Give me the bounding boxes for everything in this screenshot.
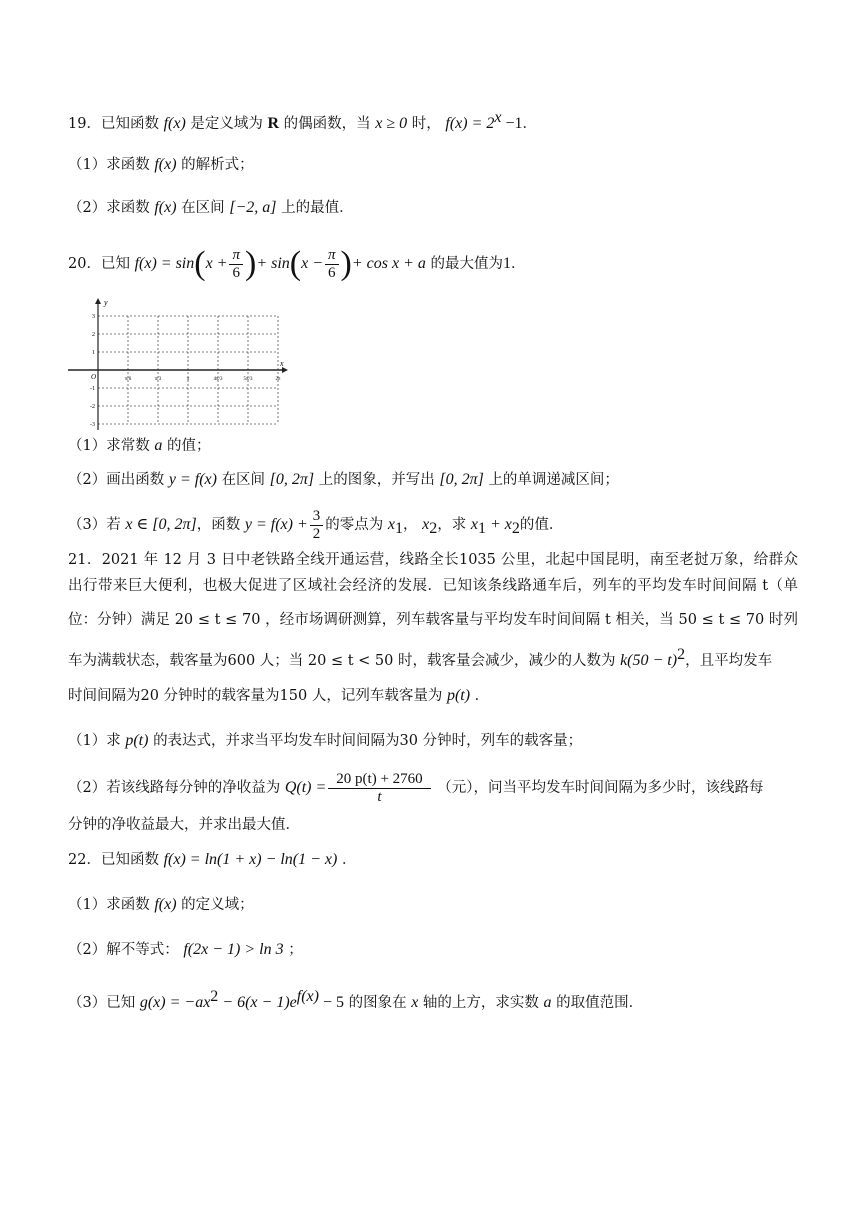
q20-p3-x2: x — [422, 516, 430, 533]
q21-line4-exp: 2 — [677, 646, 686, 663]
q20-p3-comma: ， — [403, 517, 418, 533]
coordinate-grid-figure — [68, 298, 288, 430]
q19-text-b: 是定义域为 — [190, 115, 263, 132]
q22-p3-text-c: 轴的上方，求实数 — [422, 994, 539, 1011]
x-tick-label: 2π — [275, 377, 281, 382]
q21-p2-frac — [328, 771, 430, 806]
q22-part3 — [68, 987, 798, 1013]
q19-real-set: R — [267, 114, 280, 132]
q21-p1-expr: p(t) — [125, 732, 149, 749]
q20-p2-text: （2）画出函数 — [68, 472, 165, 488]
q22-p3-text-d: 的取值范围． — [556, 994, 644, 1011]
x-axis-label: x — [280, 359, 284, 368]
q20-rparen-1: ) — [244, 245, 257, 282]
q20-p1-text: （1）求常数 — [68, 438, 150, 454]
q20-text-b: 的最大值为 — [430, 256, 503, 272]
q20-p3-text-e: ，求 — [437, 517, 467, 533]
q19-formula-left: f(x) = 2 — [445, 114, 495, 132]
q19-p1-fx: f(x) — [154, 156, 177, 173]
q20-lparen-2: ( — [289, 245, 302, 282]
q20-p2-text-b: 在区间 — [221, 472, 266, 488]
q21-line4-text-b: ，且平均发车 — [685, 652, 773, 669]
q21-line5-period: ． — [474, 688, 490, 704]
q22-period: ． — [341, 852, 357, 868]
q20-p3-x1-sub: 1 — [395, 519, 403, 537]
q22-stem — [68, 850, 798, 870]
q22-p3-text: （3）已知 — [68, 994, 136, 1011]
y-tick-label: 2 — [92, 332, 95, 338]
q21-part2 — [68, 768, 798, 808]
q20-p3-frac-den: 2 — [312, 525, 321, 542]
q22-p3-var: a — [543, 993, 552, 1011]
q20-part1 — [68, 436, 798, 456]
q20-period: ． — [511, 256, 526, 272]
q20-p2-text-d: 上的单调递减区间； — [488, 472, 619, 488]
q19-p2-text-b: 在区间 — [181, 200, 225, 216]
y-axis-arrow-icon — [95, 298, 101, 304]
q21-line1: 21．2021 年 12 月 3 日中老铁路全线开通运营，线路全长1035 公里，北起中国昆明，南至老挝万象，给群众 — [68, 552, 798, 568]
x-tick-label: π/3 — [154, 377, 162, 382]
q21-part1 — [68, 731, 798, 751]
q20-p3-sum-x1: x — [470, 516, 478, 533]
q20-stem — [68, 244, 798, 284]
q21-line5-expr: p(t) — [446, 687, 471, 704]
q21-p2-frac-den: t — [377, 788, 382, 805]
q20-plus-sin: + sin — [256, 255, 290, 272]
q20-p2-expr: y = f(x) — [168, 471, 217, 488]
q19-p2-interval: [−2, a] — [229, 199, 277, 216]
q20-p1-var: a — [154, 437, 163, 454]
q20-p3-text-b: ，函数 — [196, 517, 241, 533]
q21-p2-frac-num: 20 p(t) + 2760 — [328, 771, 430, 789]
q21-line4 — [68, 645, 798, 671]
q20-p3-expr: y = f(x) + — [244, 516, 308, 533]
q20-p3-x1: x — [387, 516, 395, 533]
q22-p3-exp-fx: f(x) — [296, 988, 319, 1005]
q21-line2: 出行带来巨大便利，也极大促进了区域社会经济的发展．已知该条线路通车后，列车的平均发车时间间隔 t（单 — [68, 578, 798, 594]
y-tick-labels — [90, 314, 95, 428]
q21-line4-text: 车为满载状态，载客量为600 人；当 20 ≤ t < 50 时，载客量会减少，减少的人数为 — [68, 652, 616, 669]
q19-part1 — [68, 155, 798, 175]
q21-line3: 位：分钟）满足 20 ≤ t ≤ 70 ，经市场调研测算，列车载客量与平均发车时间间隔 t 相关，当 50 ≤ t ≤ 70 时列 — [68, 612, 798, 628]
q19-formula-exp: x — [494, 109, 502, 126]
q21-p1-text-b: 的表达式，并求当平均发车时间间隔为30 分钟时，列车的载客量； — [153, 733, 583, 749]
q21-line5-text: 时间间隔为20 分钟时的载客量为150 人，记列车载客量为 — [68, 688, 443, 704]
q20-p3-text-f: 的值． — [519, 517, 564, 533]
q22-p1-text-b: 的定义域； — [181, 897, 254, 913]
y-tick-label: -1 — [90, 386, 95, 392]
q21-p2-text: （2）若该线路每分钟的净收益为 — [68, 780, 281, 796]
q22-p2-text: （2）解不等式： — [68, 942, 179, 958]
q22-text: 22．已知函数 — [68, 852, 159, 868]
q19-text-d: 时， — [411, 115, 441, 132]
q20-frac-2-den: 6 — [328, 264, 336, 281]
q21-line4-expr: k(50 − t) — [620, 651, 678, 669]
q21-p1-text: （1）求 — [68, 733, 121, 749]
q22-part1 — [68, 895, 798, 915]
q20-p3-text-c: 的零点为 — [325, 517, 384, 533]
x-tick-label: π — [186, 377, 190, 382]
origin-label: O — [91, 373, 97, 381]
q20-p3-x2-sub: 2 — [429, 519, 438, 537]
q20-p3-frac — [310, 508, 324, 543]
q20-frac-1 — [229, 247, 243, 282]
q22-p3-exp-2: 2 — [210, 988, 219, 1005]
q20-frac-1-den: 6 — [232, 264, 240, 281]
q22-p3-expr-a: g(x) = −ax — [139, 993, 211, 1011]
q22-p2-text-b: ； — [288, 942, 303, 958]
q19-period: ． — [522, 115, 538, 132]
q20-text: 20．已知 — [68, 256, 130, 272]
y-tick-label: 1 — [92, 350, 95, 356]
q20-p3-sum-x2: x — [504, 516, 512, 533]
q20-p3-sum-sub1: 1 — [477, 519, 486, 537]
q19-part2 — [68, 198, 798, 218]
q19-fx: f(x) — [163, 114, 186, 132]
q22-p2-expr: f(2x − 1) > ln 3 — [183, 941, 284, 958]
y-axis-label: y — [104, 298, 108, 307]
q20-p2-interval: [0, 2π] — [269, 471, 315, 488]
q20-frac-2-num: π — [325, 247, 339, 265]
q20-p3-text: （3）若 — [68, 517, 121, 533]
q20-p3-plus: + — [485, 516, 505, 533]
y-tick-label: -2 — [90, 404, 95, 410]
q22-part2 — [68, 940, 798, 960]
q20-p3-cond: x ∈ [0, 2π] — [125, 516, 197, 533]
x-tick-label: π/6 — [124, 377, 132, 382]
q19-formula-right: −1 — [501, 114, 523, 132]
q20-rparen-2: ) — [340, 245, 352, 282]
x-tick-labels — [125, 377, 281, 382]
q20-frac-2 — [325, 247, 339, 282]
q22-p3-expr-c: − 5 — [318, 993, 344, 1011]
q19-text-c: 的偶函数，当 — [283, 115, 371, 132]
q19-p2-text-c: 上的最值． — [281, 200, 354, 216]
y-tick-label: 3 — [92, 314, 95, 320]
q20-max-value: 1 — [503, 255, 511, 272]
q19-p2-text: （2）求函数 — [68, 200, 150, 216]
q20-p2-text-c: 上的图象，并写出 — [318, 472, 435, 488]
q21-p2-lhs: Q(t) = — [284, 779, 327, 796]
y-tick-label: -3 — [90, 422, 95, 428]
q20-lparen-1: ( — [194, 245, 206, 282]
q19-p2-fx: f(x) — [154, 199, 177, 216]
q20-p2-interval-2: [0, 2π] — [439, 471, 484, 488]
q22-p3-x: x — [411, 993, 419, 1011]
q19-text: 19．已知函数 — [68, 115, 159, 132]
q22-expr: f(x) = ln(1 + x) − ln(1 − x) — [163, 851, 338, 868]
q21-p2-text-b: （元），问当平均发车时间间隔为多少时，该线路每 — [437, 780, 764, 796]
q20-expr-sin: f(x) = sin — [134, 255, 195, 272]
q22-p1-fx: f(x) — [154, 896, 177, 913]
q20-p3-sum-sub2: 2 — [511, 519, 520, 537]
q20-frac-1-num: π — [229, 247, 243, 265]
q22-p1-text: （1）求函数 — [68, 897, 150, 913]
q20-tail: + cos x + a — [351, 255, 426, 272]
q20-p1-text-b: 的值； — [166, 438, 211, 454]
q19-condition: x ≥ 0 — [375, 114, 408, 132]
q22-p3-expr-b: − 6(x − 1)e — [218, 993, 297, 1011]
q20-inner-1: x + — [205, 255, 228, 272]
q19-p1-text: （1）求函数 — [68, 157, 150, 173]
q20-p3-frac-num: 3 — [310, 508, 324, 526]
q19-p1-text-b: 的解析式； — [181, 157, 254, 173]
q21-part2-line2: 分钟的净收益最大，并求出最大值． — [68, 817, 300, 833]
q21-line5 — [68, 686, 798, 706]
q20-part2 — [68, 470, 798, 490]
q22-p3-text-b: 的图象在 — [348, 994, 407, 1011]
q19-stem — [68, 108, 798, 134]
q20-inner-2: x − — [301, 255, 324, 272]
q20-part3 — [68, 506, 798, 548]
x-tick-label: 5π/3 — [243, 377, 253, 382]
x-tick-label: 4π/3 — [213, 377, 223, 382]
